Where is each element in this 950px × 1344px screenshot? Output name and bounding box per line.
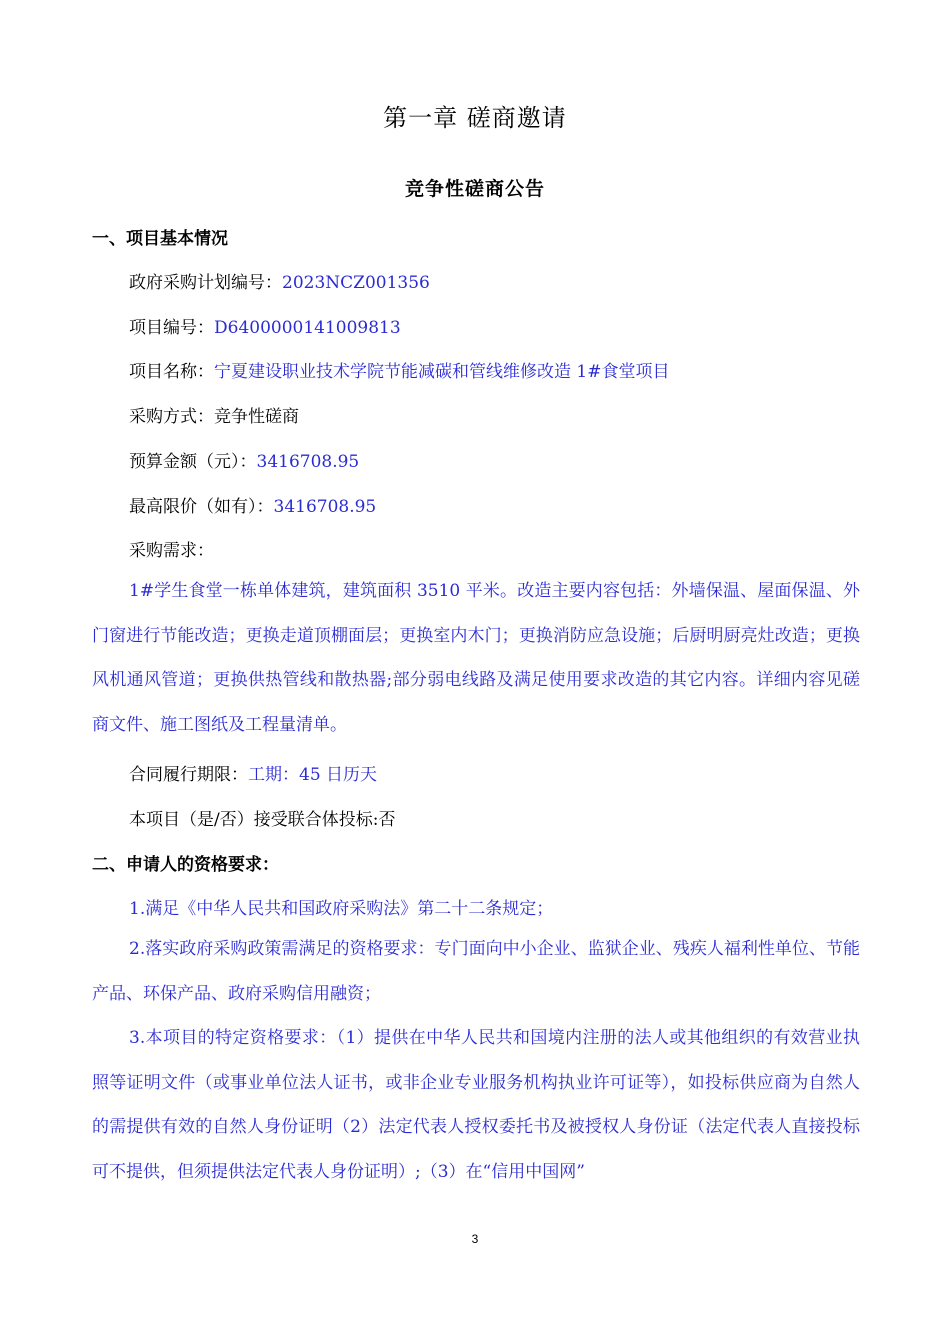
budget-value: 3416708.95 [256,452,360,472]
max-price-label: 最高限价（如有）： [129,497,274,517]
document-title: 竞争性磋商公告 [404,178,545,200]
plan-number-value: 2023NCZ001356 [282,273,430,293]
procurement-method-value: 竞争性磋商 [214,407,299,427]
chapter-title: 第一章 磋商邀请 [383,104,567,132]
project-number-value: D6400000141009813 [214,318,401,338]
section-heading-qualifications: 二、申请人的资格要求： [92,855,279,875]
consortium-label: 本项目（是/否）接受联合体投标: [129,810,379,830]
qualification-item-3: 3.本项目的特定资格要求：（1）提供在中华人民共和国境内注册的法人或其他组织的有效营业执照等证明文件（或事业单位法人证书，或非企业专业服务机构执业许可证等），如投标供应商为自然人的需提供有效的自然人身份证明（2）法定代表人授权委托书及被授权人身份证（法定代表人直接投标可不提供，但须提供法定代表人身份证明）;（3）在“信用中国网” [92,1028,860,1183]
procurement-method-row [129,402,299,427]
project-name-value: 宁夏建设职业技术学院节能减碳和管线维修改造 1#食堂项目 [214,362,670,382]
page-number: 3 [471,1232,479,1246]
demand-paragraph: 1#学生食堂一栋单体建筑，建筑面积 3510 平米。改造主要内容包括：外墙保温、屋面保温、外门窗进行节能改造；更换走道顶棚面层；更换室内木门；更换消防应急设施；后厨明厨亮灶改造；更换风机通风管道；更换供热管线和散热器;部分弱电线路及满足使用要求改造的其它内容。详细内容见磋商文件、施工图纸及工程量清单。 [92,581,860,736]
project-name-label: 项目名称： [129,362,214,382]
qualification-item-2: 2.落实政府采购政策需满足的资格要求：专门面向中小企业、监狱企业、残疾人福利性单位、节能产品、环保产品、政府采购信用融资； [92,939,860,1004]
project-number-row [129,313,401,338]
max-price-row [129,492,376,517]
demand-label: 采购需求： [129,541,214,561]
procurement-method-label: 采购方式： [129,407,214,427]
qualification-item-1: 1.满足《中华人民共和国政府采购法》第二十二条规定； [129,899,554,919]
section-heading-project-info: 一、项目基本情况 [92,229,228,249]
consortium-value: 否 [378,810,396,830]
project-number-label: 项目编号： [129,318,214,338]
plan-number-row [129,268,430,293]
budget-row [129,447,359,472]
plan-number-label: 政府采购计划编号： [129,273,282,293]
contract-period-row [129,760,377,785]
budget-label: 预算金额（元）： [129,452,257,472]
max-price-value: 3416708.95 [273,497,377,517]
contract-period-label: 合同履行期限： [129,765,248,785]
project-name-row [129,357,669,382]
contract-period-value: 工期：45 日历天 [248,765,378,785]
consortium-row [129,805,395,830]
